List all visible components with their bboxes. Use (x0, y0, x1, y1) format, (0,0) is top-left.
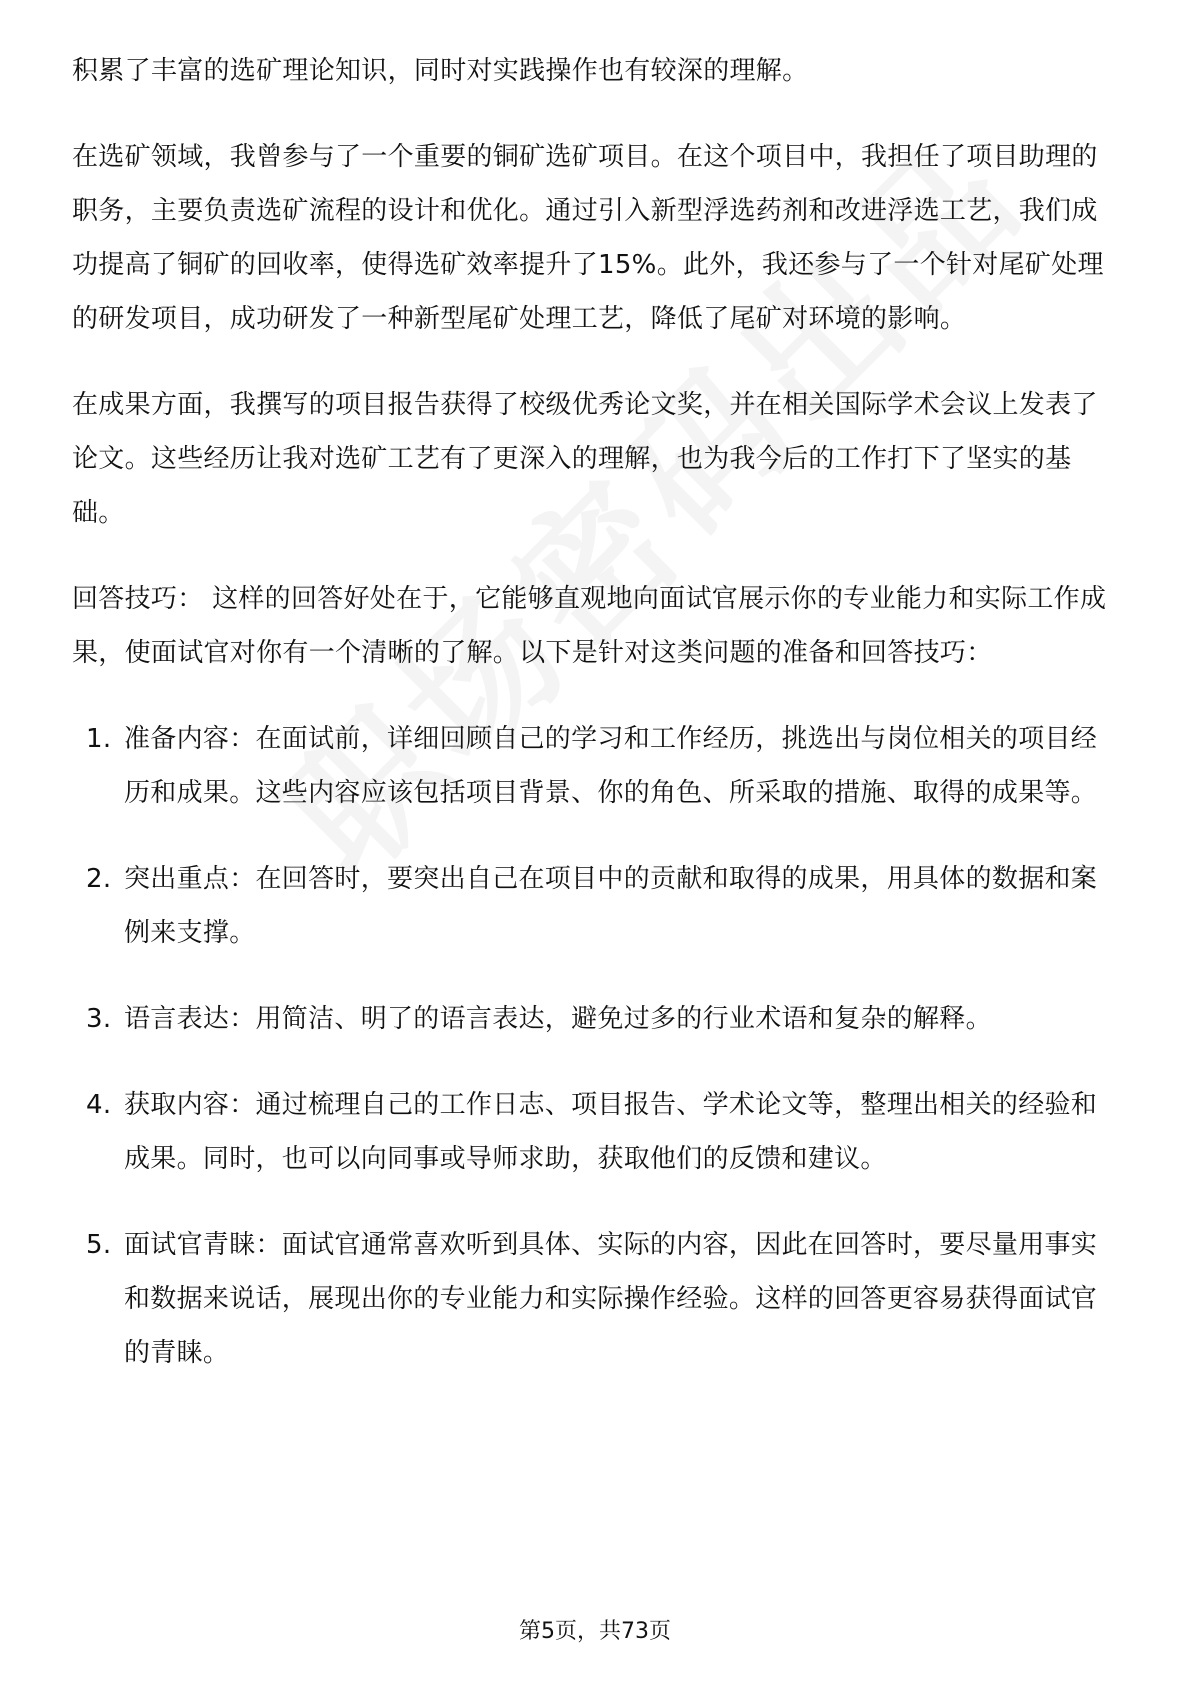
list-item-number: 1. (86, 724, 112, 754)
list-item-text: 准备内容：在面试前，详细回顾自己的学习和工作经历，挑选出与岗位相关的项目经历和成果。这些内容应该包括项目背景、你的角色、所采取的措施、取得的成果等。 (124, 724, 1098, 808)
list-item-text: 获取内容：通过梳理自己的工作日志、项目报告、学术论文等，整理出相关的经验和成果。同时，也可以向同事或导师求助，获取他们的反馈和建议。 (124, 1090, 1098, 1174)
list-item (72, 852, 1122, 960)
paragraph-knowledge: 积累了丰富的选矿理论知识，同时对实践操作也有较深的理解。 (72, 56, 809, 86)
page-number: 第5页，共73页 (519, 1619, 671, 1644)
list-item-text: 突出重点：在回答时，要突出自己在项目中的贡献和取得的成果，用具体的数据和案例来支撑。 (124, 864, 1098, 948)
list-item-text: 面试官青睐：面试官通常喜欢听到具体、实际的内容，因此在回答时，要尽量用事实和数据来说话，展现出你的专业能力和实际操作经验。这样的回答更容易获得面试官的青睐。 (124, 1230, 1098, 1368)
tips-list (72, 712, 1122, 1380)
list-item-text: 语言表达：用简洁、明了的语言表达，避免过多的行业术语和复杂的解释。 (124, 1004, 992, 1034)
list-item (72, 1218, 1122, 1380)
list-item (72, 1078, 1122, 1186)
document-body (72, 44, 1122, 1412)
list-item (72, 992, 1122, 1046)
list-item-number: 5. (86, 1230, 112, 1260)
list-item-number: 4. (86, 1090, 112, 1120)
paragraph-answer-tips: 回答技巧： 这样的回答好处在于，它能够直观地向面试官展示你的专业能力和实际工作成果，使面试官对你有一个清晰的了解。以下是针对这类问题的准备和回答技巧： (72, 584, 1107, 668)
paragraph-project-experience: 在选矿领域，我曾参与了一个重要的铜矿选矿项目。在这个项目中，我担任了项目助理的职务，主要负责选矿流程的设计和优化。通过引入新型浮选药剂和改进浮选工艺，我们成功提高了铜矿的回收率，使得选矿效率提升了15%。此外，我还参与了一个针对尾矿处理的研发项目，成功研发了一种新型尾矿处理工艺，降低了尾矿对环境的影响。 (72, 142, 1104, 334)
paragraph-achievements: 在成果方面，我撰写的项目报告获得了校级优秀论文奖，并在相关国际学术会议上发表了论文。这些经历让我对选矿工艺有了更深入的理解，也为我今后的工作打下了坚实的基础。 (72, 390, 1098, 528)
list-item-number: 3. (86, 1004, 112, 1034)
list-item (72, 712, 1122, 820)
list-item-number: 2. (86, 864, 112, 894)
